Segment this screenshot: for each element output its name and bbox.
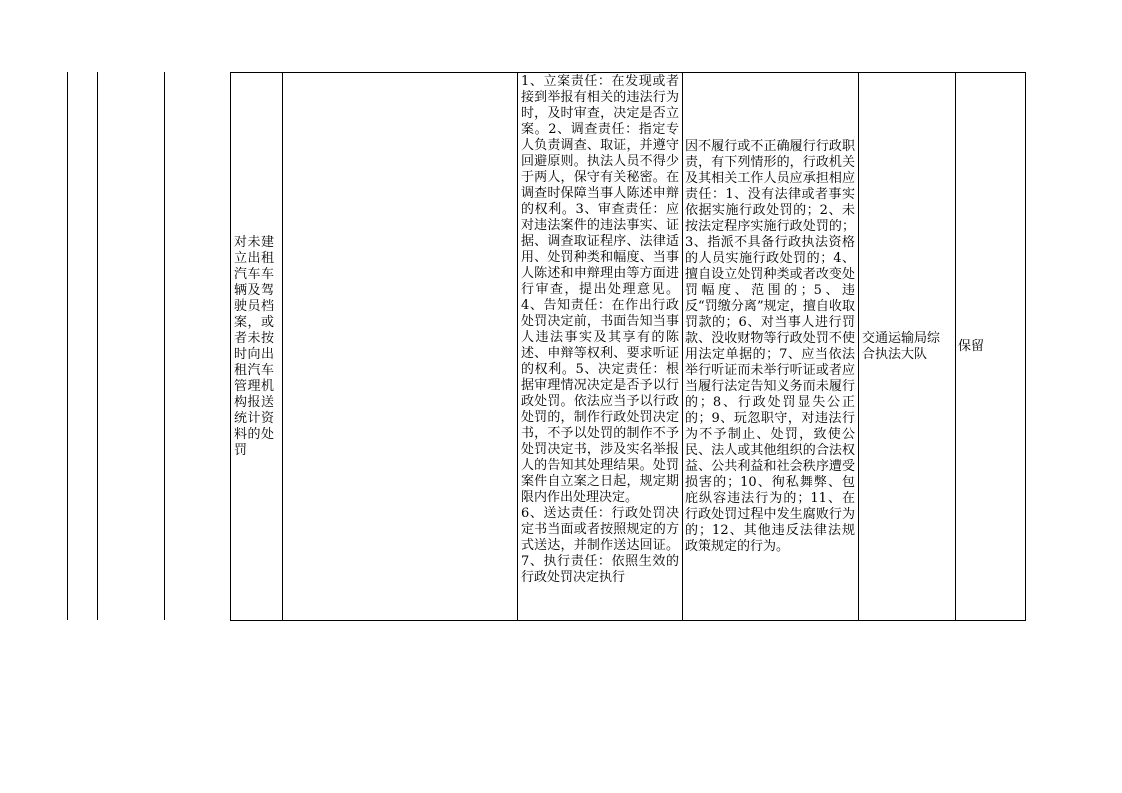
note-text: 保留	[958, 338, 985, 354]
item-name-cell	[230, 72, 283, 621]
basis-cell	[283, 72, 518, 621]
item-name-text: 对未建立出租汽车车辆及驾驶员档案，或者未按时向出租汽车管理机构报送统计资料的处罚	[234, 234, 275, 458]
note-cell	[955, 72, 1026, 621]
department-text: 交通运输局综合执法大队	[862, 330, 941, 362]
liability-cell	[682, 72, 859, 621]
responsibility-text-1: 1、立案责任：在发现或者接到举报有相关的违法行为时，及时审查，决定是否立案。2、调查责任：指定专人负责调查、取证，并遵守回避原则。执法人员不得少于两人，保守有关秘密。在调查时保障当事人陈述申辩的权利。3、审查责任：应对违法案件的违法事实、证据、调查取证程序、法律适用、处罚种类和幅度、当事人陈述和申辩理由等方面进行审查，提出处理意见。4、告知责任：在作出行政处罚决定前，书面告知当事人违法事实及其享有的陈述、申辩等权利、要求听证的权利。5、决定责任：根据审理情况决定是否予以行政处罚。依法应当予以行政处罚的，制作行政处罚决定书，不予以处罚的制作不予处罚决定书，涉及实名举报人的告知其处理结果。处罚案件自立案之日起，规定期限内作出处理决定。	[521, 74, 679, 505]
department-cell	[858, 72, 956, 621]
responsibility-cell	[517, 72, 683, 621]
column-rule-1	[67, 72, 68, 620]
liability-text: 因不履行或不正确履行行政职责，有下列情形的，行政机关及其相关工作人员应承担相应责任：1、没有法律或者事实依据实施行政处罚的；2、未按法定程序实施行政处罚的；3、指派不具备行政执法资格的人员实施行政处罚的；4、擅自设立处罚种类或者改变处罚幅度、范围的；5、违反“罚缴分离”规定，擅自收取罚款的；6、对当事人进行罚款、没收财物等行政处罚不使用法定单据的；7、应当依法举行听证而未举行听证或者应当履行法定告知义务而未履行的；8、行政处罚显失公正的；9、玩忽职守，对违法行为不予制止、处罚，致使公民、法人或其他组织的合法权益、公共利益和社会秩序遭受损害的；10、徇私舞弊、包庇纵容违法行为的；11、在行政处罚过程中发生腐败行为的；12、其他违反法律法规政策规定的行为。	[685, 138, 855, 554]
column-rule-2	[97, 72, 98, 620]
column-rule-3	[164, 72, 165, 620]
responsibility-text-2: 6、送达责任：行政处罚决定书当面或者按照规定的方式送达，并制作送达回证。7、执行责任：依照生效的行政处罚决定执行	[521, 506, 679, 585]
